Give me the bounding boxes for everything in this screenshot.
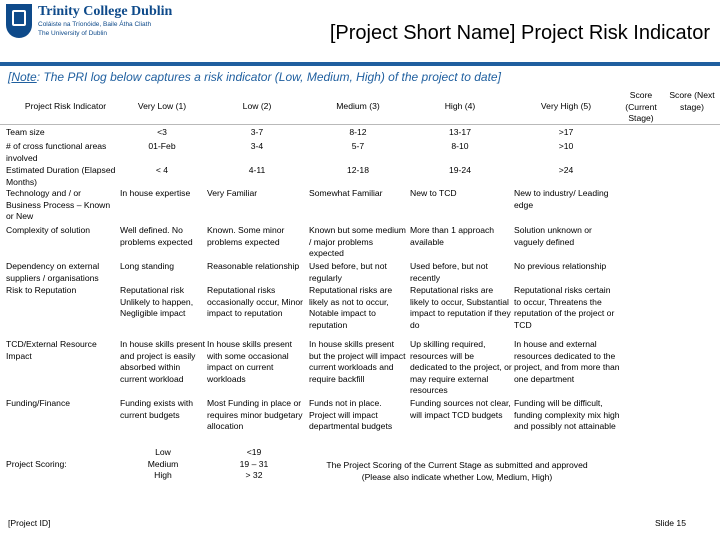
row-label-resource-impact: TCD/External Resource Impact [6, 339, 97, 361]
slide-number: Slide 15 [654, 518, 686, 528]
cell: Known but some medium / major problems expected [309, 225, 406, 259]
cell: Very Familiar [207, 188, 258, 198]
cell: Up skilling required, resources will be dedicated to the project, or may require external resources [410, 339, 512, 396]
cell: Funding exists with current budgets [120, 398, 194, 420]
logo-university-name: The University of Dublin [38, 30, 107, 37]
cell: Reputational risks are likely to occur, Substantial impact to reputation if they do [410, 285, 511, 330]
project-scoring-label: Project Scoring: [6, 459, 67, 469]
row-label-funding: Funding/Finance [6, 398, 71, 408]
cell: 01-Feb [148, 141, 176, 151]
project-id: [Project ID] [8, 518, 51, 528]
cell: Reasonable relationship [207, 261, 300, 271]
cell: Used before, but not recently [410, 261, 488, 283]
cell: Reputational risks certain to occur, Threatens the reputation of the project or TCD [514, 285, 615, 330]
cell: >24 [558, 165, 574, 175]
row-label-technology: Technology and / or Business Process – Known or New [6, 188, 111, 222]
row-label-duration: Estimated Duration (Elapsed Months) [6, 165, 116, 187]
cell: In house skills present but the project will impact current workloads and require backfill [309, 339, 406, 384]
cell: Funding will be difficult, funding complexity mix high and possibly not attainable [514, 398, 620, 432]
cell: In house and external resources dedicated to the project, and from more than one department [514, 339, 620, 384]
cell: No previous relationship [514, 261, 607, 271]
page-title: [Project Short Name] Project Risk Indicator [329, 22, 710, 44]
cell: 3-7 [250, 127, 264, 137]
cell: Well defined. No problems expected [120, 225, 193, 247]
cell: >17 [558, 127, 574, 137]
scoring-levels: Low Medium High [147, 447, 179, 481]
header-low: Low (2) [242, 101, 272, 111]
cell: 8-12 [349, 127, 367, 137]
header-score-next: Score (Next stage) [669, 90, 715, 112]
row-label-dependency: Dependency on external suppliers / organisations [6, 261, 100, 283]
cell: Reputational risks are likely as not to occur, Notable impact to reputation [309, 285, 393, 330]
header-risk-indicator: Project Risk Indicator [24, 101, 107, 111]
cell: Reputational risk Unlikely to happen, Negligible impact [120, 285, 194, 319]
cell: Reputational risks occasionally occur, Minor impact to reputation [207, 285, 304, 319]
cell: In house skills present and project is easily absorbed within current workload [120, 339, 206, 384]
tcd-logo [6, 4, 173, 46]
tcd-crest-icon [6, 4, 32, 38]
cell: 12-18 [347, 165, 369, 175]
logo-name: Trinity College Dublin [38, 4, 173, 19]
scoring-ranges: <19 19 – 31 > 32 [239, 447, 269, 481]
scoring-note: The Project Scoring of the Current Stage as submitted and approved (Please also indicate whether Low, Medium, High) [326, 460, 588, 482]
cell: New to industry/ Leading edge [514, 188, 609, 210]
table-divider [0, 124, 720, 125]
cell: Known. Some minor problems expected [207, 225, 285, 247]
note-text: : The PRI log below captures a risk indicator (Low, Medium, High) of the project to date] [36, 70, 501, 84]
header-very-low: Very Low (1) [137, 101, 187, 111]
row-label-complexity: Complexity of solution [6, 225, 91, 235]
cell: 4-11 [248, 165, 266, 175]
cell: In house expertise [120, 188, 191, 198]
cell: Funding sources not clear, will impact TCD budgets [410, 398, 511, 420]
cell: Funds not in place. Project will impact departmental budgets [309, 398, 393, 432]
cell: Used before, but not regularly [309, 261, 387, 283]
header-high: High (4) [444, 101, 476, 111]
cell: In house skills present with some occasional impact on current workloads [207, 339, 293, 384]
cell: Most Funding in place or requires minor budgetary allocation [207, 398, 303, 432]
cell: 8-10 [451, 141, 469, 151]
cell: <3 [157, 127, 167, 137]
header-score-current: Score (Current Stage) [625, 90, 657, 124]
cell: Long standing [120, 261, 174, 271]
header-medium: Medium (3) [336, 101, 380, 111]
row-label-reputation: Risk to Reputation [6, 285, 77, 295]
row-label-team-size: Team size [6, 127, 45, 137]
header-very-high: Very High (5) [540, 101, 592, 111]
note-line [8, 70, 501, 84]
cell: < 4 [155, 165, 169, 175]
logo-irish-name: Coláiste na Tríonóide, Baile Átha Cliath [38, 21, 152, 28]
cell: 13-17 [449, 127, 471, 137]
cell: 5-7 [351, 141, 365, 151]
cell: More than 1 approach available [410, 225, 495, 247]
cell: 3-4 [250, 141, 264, 151]
cell: 19-24 [449, 165, 471, 175]
cell: New to TCD [410, 188, 457, 198]
note-prefix: [ [8, 70, 12, 84]
title-rule [0, 62, 720, 66]
note-label: Note [11, 70, 37, 84]
cell: >10 [558, 141, 574, 151]
cell: Somewhat Familiar [309, 188, 383, 198]
cell: Solution unknown or vaguely defined [514, 225, 592, 247]
row-label-cross-functional: # of cross functional areas involved [6, 141, 107, 163]
